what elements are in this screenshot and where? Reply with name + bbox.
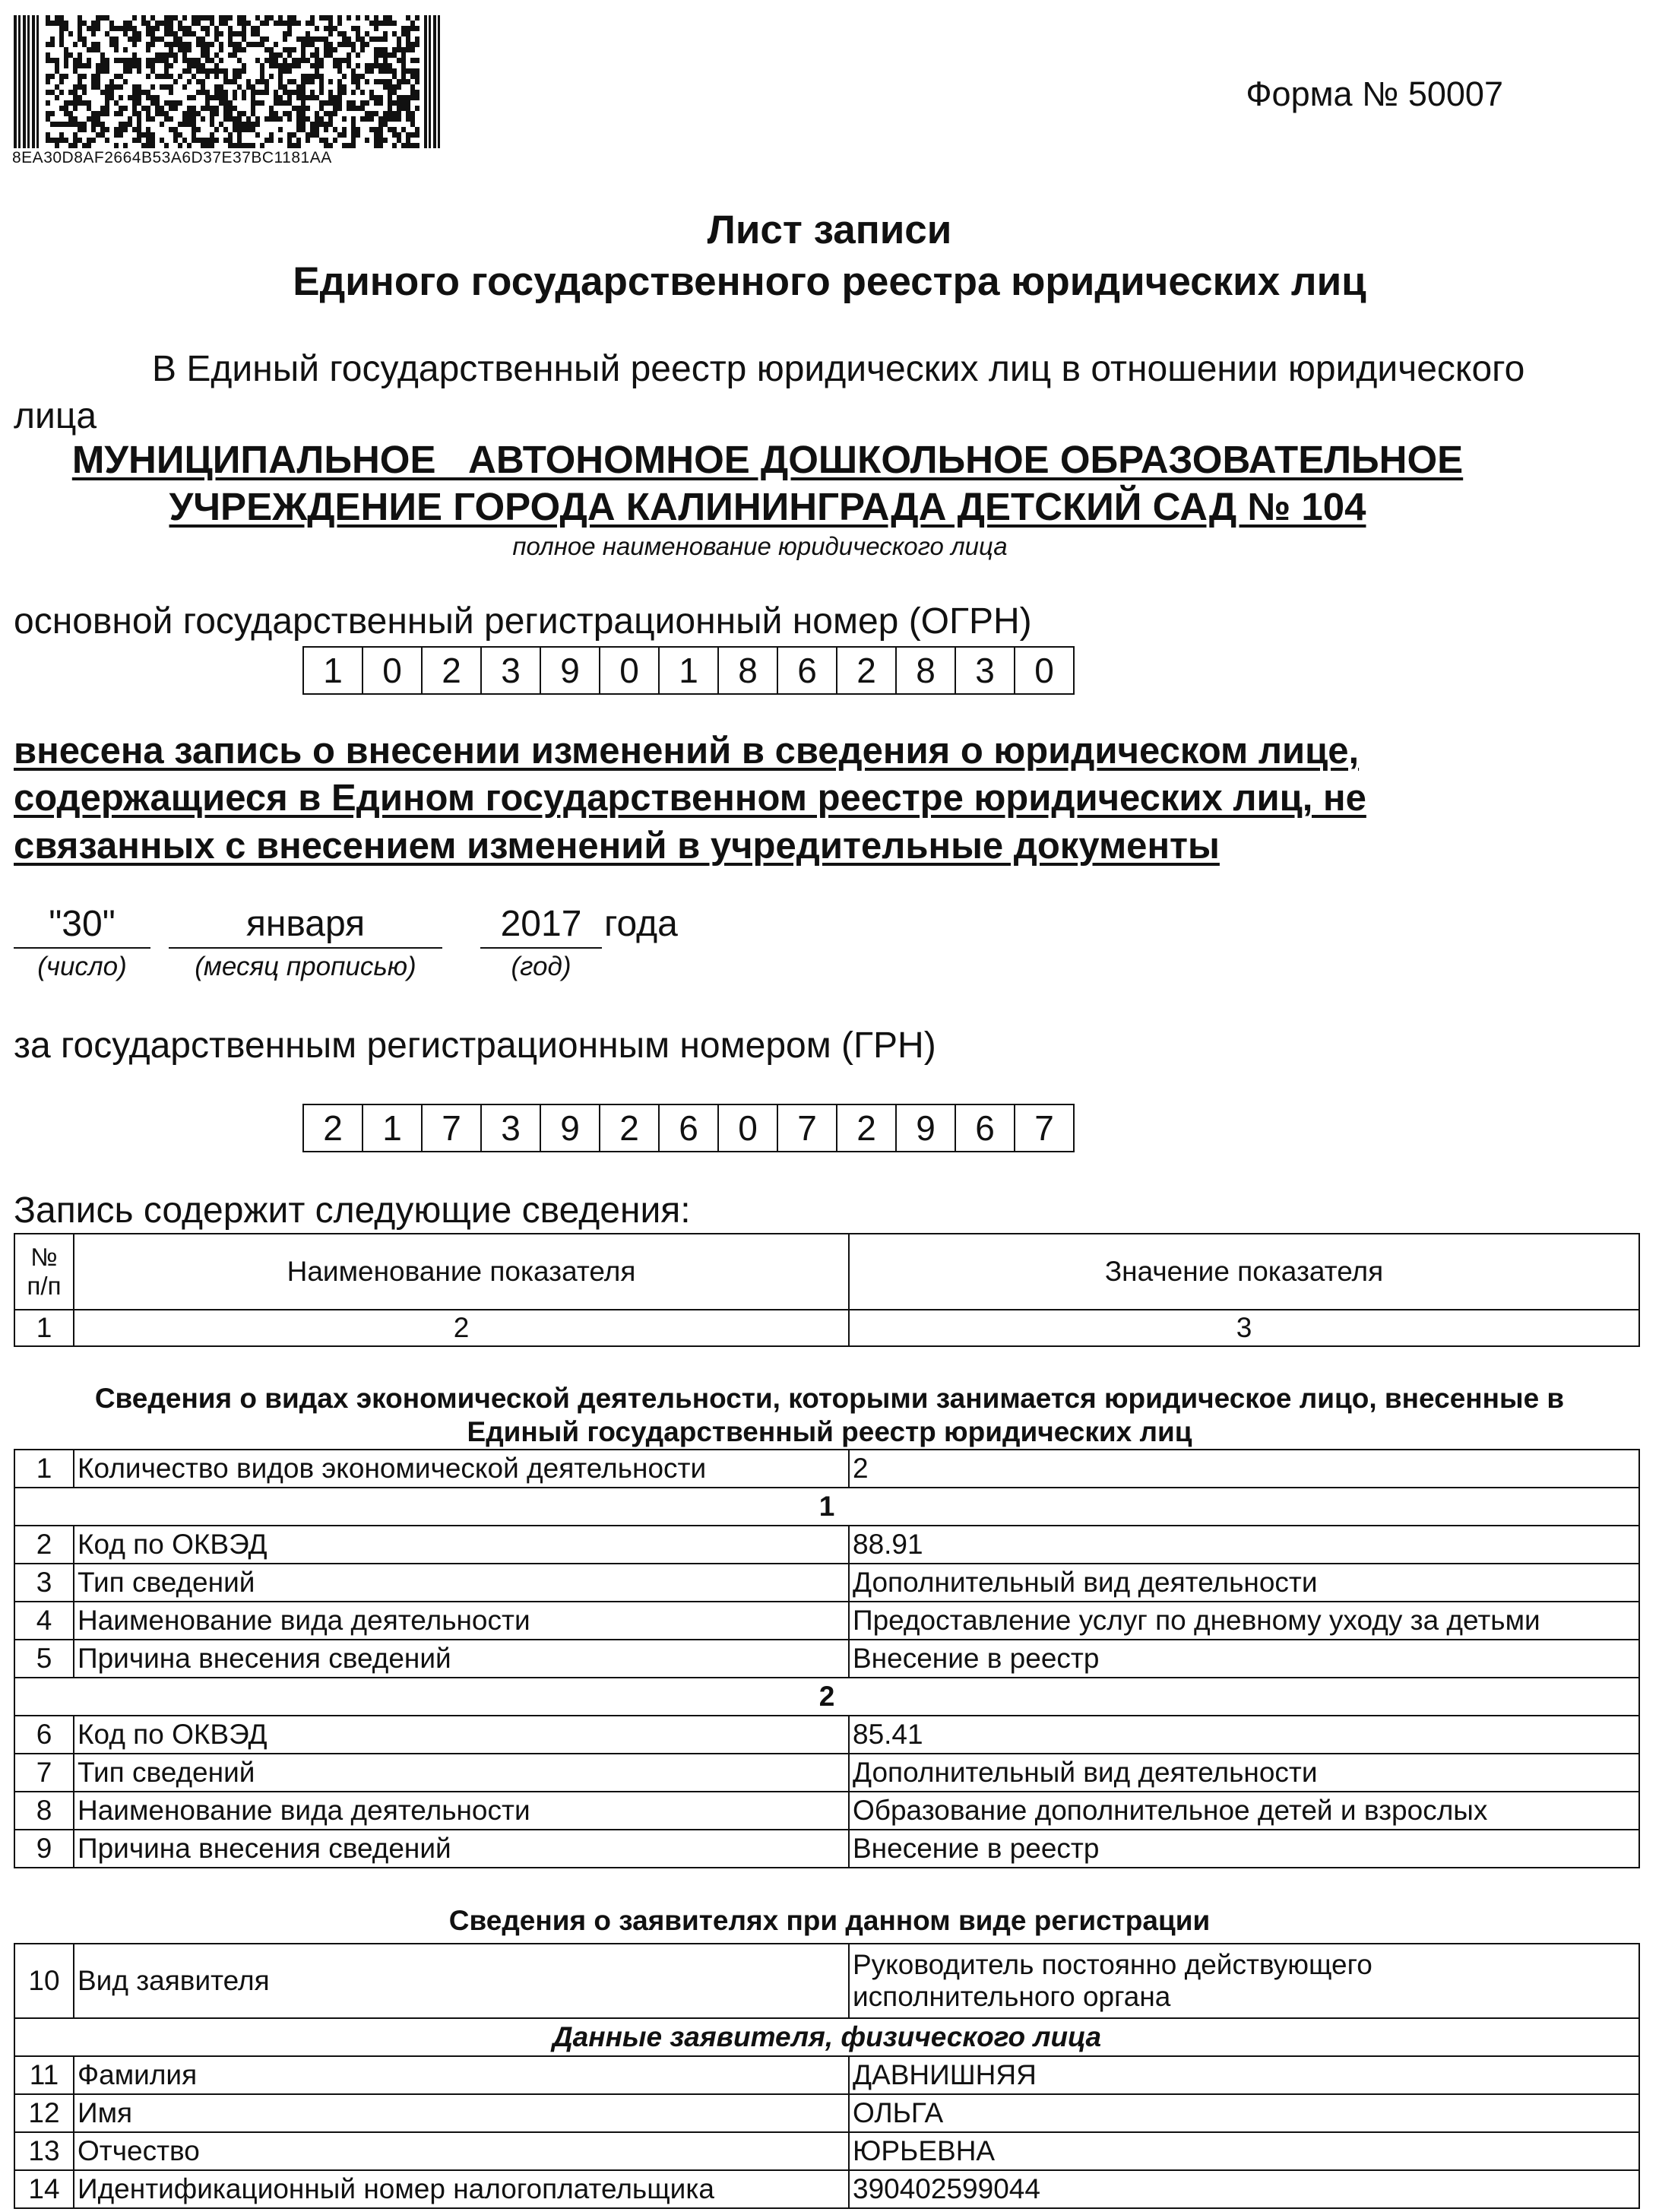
row-value: Образование дополнительное детей и взрослых: [849, 1792, 1639, 1830]
digit-box: 2: [423, 648, 482, 693]
row-name: Наименование вида деятельности: [74, 1792, 849, 1830]
digit-box: 1: [660, 648, 719, 693]
row-name: Количество видов экономической деятельности: [74, 1450, 849, 1488]
digit-box: 1: [363, 1105, 423, 1151]
table-row: [14, 1716, 1639, 1754]
row-number: 14: [14, 2170, 74, 2208]
digit-box: 1: [304, 648, 363, 693]
row-number: 2: [14, 1526, 74, 1564]
row-value: 85.41: [849, 1716, 1639, 1754]
row-number: 3: [14, 1564, 74, 1602]
section-okved-title: [0, 1382, 1659, 1449]
row-name: Вид заявителя: [74, 1944, 849, 2018]
digit-box: 3: [956, 648, 1015, 693]
org-name-caption: полное наименование юридического лица: [512, 532, 1008, 560]
legend-table: [14, 1233, 1640, 1347]
grn-digit-boxes: [302, 1104, 1075, 1152]
grn-label: за государственным регистрационным номером (ГРН): [14, 1025, 936, 1066]
row-number: 6: [14, 1716, 74, 1754]
record-heading-line2: содержащиеся в Едином государственном реестре юридических лиц, не: [14, 778, 1366, 819]
okved-table: [14, 1449, 1640, 1868]
ogrn-label: основной государственный регистрационный номер (ОГРН): [14, 601, 1032, 642]
row-value: 390402599044: [849, 2170, 1639, 2208]
group-row: [14, 1488, 1639, 1526]
date-suffix: года: [604, 904, 678, 944]
legend-idx-num: 1: [14, 1310, 74, 1346]
date-month-caption: (месяц прописью): [195, 952, 416, 981]
row-name: Наименование вида деятельности: [74, 1602, 849, 1640]
row-value: Дополнительный вид деятельности: [849, 1754, 1639, 1792]
digit-box: 6: [660, 1105, 719, 1151]
row-value-line1: Руководитель постоянно действующего: [853, 1949, 1372, 1980]
row-value: ЮРЬЕВНА: [849, 2132, 1639, 2170]
row-name: Имя: [74, 2094, 849, 2132]
digit-box: 8: [719, 648, 778, 693]
date-year: 2017: [480, 903, 602, 949]
digit-box: 7: [778, 1105, 837, 1151]
row-name: Код по ОКВЭД: [74, 1526, 849, 1564]
legend-col-name: Наименование показателя: [74, 1234, 849, 1310]
digit-box: 9: [541, 648, 600, 693]
barcode-code: 8EA30D8AF2664B53A6D37E37BC1181AA: [12, 149, 332, 166]
table-row: [14, 2094, 1639, 2132]
digit-box: 3: [482, 648, 541, 693]
digit-box: 0: [600, 648, 660, 693]
record-heading-line1: внесена запись о внесении изменений в сведения о юридическом лице,: [14, 730, 1360, 772]
row-name: Тип сведений: [74, 1754, 849, 1792]
row-number: 10: [14, 1944, 74, 2018]
row-number: 11: [14, 2056, 74, 2094]
table-row: [14, 2170, 1639, 2208]
group-label: 2: [14, 1678, 1639, 1716]
row-number: 4: [14, 1602, 74, 1640]
row-name: Причина внесения сведений: [74, 1640, 849, 1678]
digit-box: 9: [541, 1105, 600, 1151]
row-number: 7: [14, 1754, 74, 1792]
row-name: Фамилия: [74, 2056, 849, 2094]
date-month: января: [169, 903, 442, 949]
table-row: [14, 1450, 1639, 1488]
row-number: 13: [14, 2132, 74, 2170]
digit-box: 6: [778, 648, 837, 693]
digit-box: 0: [719, 1105, 778, 1151]
applicant-subheading: Данные заявителя, физического лица: [14, 2018, 1639, 2056]
group-row: [14, 1678, 1639, 1716]
digit-box: 0: [1034, 651, 1054, 690]
document-title-line1: Лист записи: [707, 208, 952, 252]
intro-text-line2: лица: [14, 396, 97, 436]
legend-idx-value: 3: [849, 1310, 1639, 1346]
row-value: Внесение в реестр: [849, 1830, 1639, 1868]
row-number: 5: [14, 1640, 74, 1678]
table-row: [14, 1754, 1639, 1792]
table-row: [14, 2056, 1639, 2094]
row-value: Дополнительный вид деятельности: [849, 1564, 1639, 1602]
table-row: [14, 1602, 1639, 1640]
table-row: [14, 1792, 1639, 1830]
row-number: 12: [14, 2094, 74, 2132]
legend-col-num: № п/п: [14, 1234, 74, 1310]
row-name: Идентификационный номер налогоплательщика: [74, 2170, 849, 2208]
group-label: 1: [14, 1488, 1639, 1526]
row-value: [849, 1944, 1639, 2018]
ogrn-digit-boxes: [302, 646, 1075, 695]
org-name-line2: УЧРЕЖДЕНИЕ ГОРОДА КАЛИНИНГРАДА ДЕТСКИЙ САД № 104: [169, 485, 1366, 528]
document-title-line2: Единого государственного реестра юридических лиц: [293, 259, 1366, 304]
legend-col-value: Значение показателя: [849, 1234, 1639, 1310]
digit-box: 0: [363, 648, 423, 693]
row-name: Тип сведений: [74, 1564, 849, 1602]
table-row: [14, 1564, 1639, 1602]
digit-box: 2: [600, 1105, 660, 1151]
content-label: Запись содержит следующие сведения:: [14, 1190, 691, 1231]
table-row: [14, 1526, 1639, 1564]
row-name: Код по ОКВЭД: [74, 1716, 849, 1754]
org-name-line1: МУНИЦИПАЛЬНОЕ АВТОНОМНОЕ ДОШКОЛЬНОЕ ОБРАЗОВАТЕЛЬНОЕ: [71, 438, 1464, 481]
row-value-line2: исполнительного органа: [853, 1981, 1171, 2012]
digit-box: 8: [897, 648, 956, 693]
date-day: "30": [14, 903, 150, 949]
row-value: 88.91: [849, 1526, 1639, 1564]
record-heading-line3: связанных с внесением изменений в учредительные документы: [14, 826, 1220, 867]
table-row: [14, 1640, 1639, 1678]
row-number: 8: [14, 1792, 74, 1830]
applicant-table: [14, 1943, 1640, 2209]
digit-box: 9: [897, 1105, 956, 1151]
digit-box: 2: [304, 1105, 363, 1151]
digit-box: 7: [423, 1105, 482, 1151]
row-name: Отчество: [74, 2132, 849, 2170]
date-year-caption: (год): [511, 952, 571, 981]
digit-box: 6: [956, 1105, 1015, 1151]
intro-text-line1: В Единый государственный реестр юридических лиц в отношении юридического: [152, 349, 1525, 389]
subheading-row: [14, 2018, 1639, 2056]
row-value: Предоставление услуг по дневному уходу за детьми: [849, 1602, 1639, 1640]
row-number: 9: [14, 1830, 74, 1868]
section-applicant-title: Сведения о заявителях при данном виде регистрации: [448, 1905, 1211, 1936]
section-okved-title-line1: Сведения о видах экономической деятельности, которыми занимается юридическое лицо, внесенные в: [94, 1383, 1565, 1414]
digit-box: 7: [1034, 1108, 1054, 1148]
row-name: Причина внесения сведений: [74, 1830, 849, 1868]
row-value: ОЛЬГА: [849, 2094, 1639, 2132]
section-okved-title-line2: Единый государственный реестр юридических лиц: [467, 1416, 1192, 1447]
table-row: [14, 2132, 1639, 2170]
row-number: 1: [14, 1450, 74, 1488]
digit-box: 3: [482, 1105, 541, 1151]
table-row: [14, 1944, 1639, 2018]
form-number: Форма № 50007: [1246, 74, 1503, 113]
legend-idx-name: 2: [74, 1310, 849, 1346]
table-row: [14, 1830, 1639, 1868]
row-value: Внесение в реестр: [849, 1640, 1639, 1678]
row-value: ДАВНИШНЯЯ: [849, 2056, 1639, 2094]
date-day-caption: (число): [37, 952, 127, 981]
row-value: 2: [849, 1450, 1639, 1488]
barcode-image: [14, 15, 443, 148]
digit-box: 2: [837, 1105, 897, 1151]
digit-box: 2: [837, 648, 897, 693]
